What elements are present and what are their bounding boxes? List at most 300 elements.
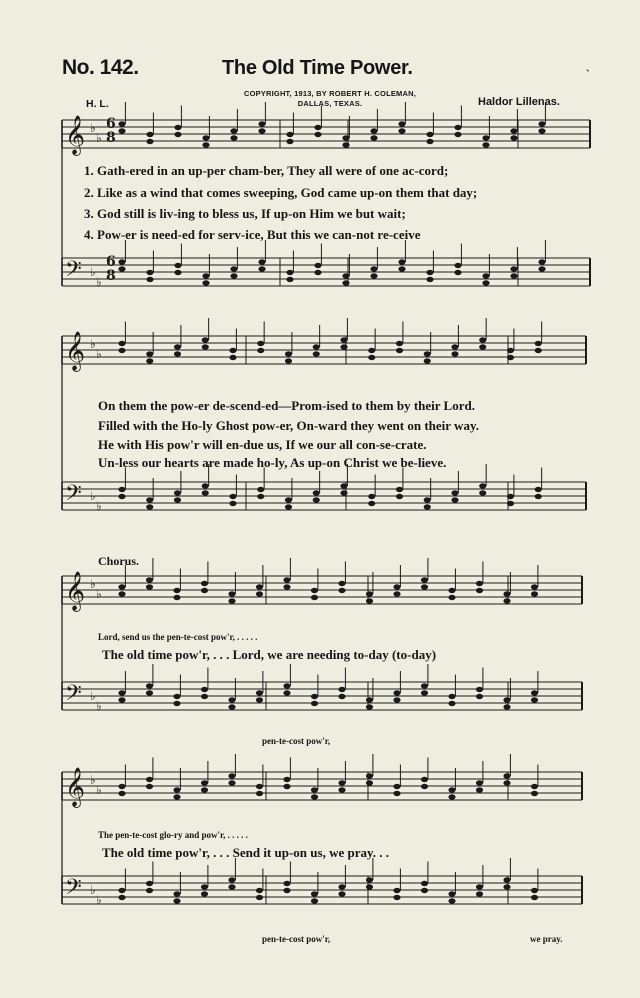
notehead xyxy=(230,266,237,271)
notehead xyxy=(342,142,349,147)
notehead xyxy=(479,344,486,349)
notehead xyxy=(173,588,180,593)
notehead xyxy=(313,351,320,356)
notehead xyxy=(366,884,373,889)
notehead xyxy=(174,270,181,275)
notehead xyxy=(118,348,125,353)
notehead xyxy=(146,351,153,356)
notehead xyxy=(421,777,428,782)
bass-clef-icon: 𝄢 xyxy=(65,481,82,511)
bass-clef-icon: 𝄢 xyxy=(65,257,82,287)
notehead xyxy=(118,487,125,492)
notehead xyxy=(311,694,318,699)
notehead xyxy=(173,794,180,799)
notehead xyxy=(230,273,237,278)
notehead xyxy=(538,266,545,271)
verse-4-line-a: 4. Pow-er is need-ed for serv-ice, But this we can-not re-ceive xyxy=(84,227,421,242)
notehead xyxy=(286,139,293,144)
notehead xyxy=(368,355,375,360)
notehead xyxy=(202,135,209,140)
notehead xyxy=(426,277,433,282)
notehead xyxy=(228,697,235,702)
treble-clef-icon: 𝄞 xyxy=(65,767,86,807)
notehead xyxy=(202,483,209,488)
notehead xyxy=(118,584,125,589)
notehead xyxy=(314,132,321,137)
composer: Haldor Lillenas. xyxy=(478,96,560,108)
notehead xyxy=(313,344,320,349)
notehead xyxy=(476,687,483,692)
corner-mark: ˎ xyxy=(586,58,590,72)
notehead xyxy=(174,344,181,349)
notehead xyxy=(366,704,373,709)
notehead xyxy=(482,273,489,278)
notehead xyxy=(342,273,349,278)
notehead xyxy=(201,581,208,586)
notehead xyxy=(311,898,318,903)
notehead xyxy=(118,784,125,789)
notehead xyxy=(314,270,321,275)
notehead xyxy=(393,888,400,893)
notehead xyxy=(421,888,428,893)
notehead xyxy=(311,595,318,600)
flat-icon: ♭ xyxy=(96,699,102,713)
notehead xyxy=(257,494,264,499)
notehead xyxy=(338,891,345,896)
notehead xyxy=(201,884,208,889)
notehead xyxy=(340,490,347,495)
notehead xyxy=(258,121,265,126)
notehead xyxy=(257,341,264,346)
notehead xyxy=(393,791,400,796)
notehead xyxy=(285,358,292,363)
notehead xyxy=(507,494,514,499)
chorus-label: Chorus. xyxy=(98,554,140,568)
flat-icon: ♭ xyxy=(96,587,102,601)
verse-1-line-a: 1. Gath-ered in an up-per cham-ber, They all were of one ac-cord; xyxy=(84,163,449,178)
notehead xyxy=(448,891,455,896)
flat-icon: ♭ xyxy=(96,783,102,797)
lyricist: H. L. xyxy=(86,98,109,110)
notehead xyxy=(283,683,290,688)
notehead xyxy=(370,273,377,278)
notehead xyxy=(146,888,153,893)
notehead xyxy=(228,780,235,785)
notehead xyxy=(476,884,483,889)
notehead xyxy=(202,337,209,342)
notehead xyxy=(507,501,514,506)
notehead xyxy=(451,351,458,356)
flat-icon: ♭ xyxy=(96,131,102,145)
notehead xyxy=(426,132,433,137)
notehead xyxy=(340,483,347,488)
notehead xyxy=(454,132,461,137)
notehead xyxy=(448,588,455,593)
notehead xyxy=(311,701,318,706)
notehead xyxy=(146,584,153,589)
notehead xyxy=(531,784,538,789)
notehead xyxy=(338,694,345,699)
notehead xyxy=(424,504,431,509)
notehead xyxy=(396,494,403,499)
notehead xyxy=(340,344,347,349)
notehead xyxy=(503,884,510,889)
chorus-2-main-text: The old time pow'r, . . . Send it up-on us, we pray. . . xyxy=(102,845,390,860)
notehead xyxy=(256,591,263,596)
notehead xyxy=(396,341,403,346)
chorus-1-alto-text: Lord, send us the pen-te-cost pow'r, . . . . . xyxy=(98,632,258,642)
notehead xyxy=(118,791,125,796)
notehead xyxy=(531,791,538,796)
time-signature: 6 xyxy=(106,254,116,270)
notehead xyxy=(256,784,263,789)
notehead xyxy=(146,577,153,582)
notehead xyxy=(507,348,514,353)
notehead xyxy=(286,277,293,282)
notehead xyxy=(448,787,455,792)
notehead xyxy=(366,598,373,603)
notehead xyxy=(503,780,510,785)
notehead xyxy=(283,784,290,789)
notehead xyxy=(393,697,400,702)
notehead xyxy=(256,690,263,695)
flat-icon: ♭ xyxy=(96,499,102,513)
notehead xyxy=(146,270,153,275)
notehead xyxy=(256,791,263,796)
verse-2-line-b: Filled with the Ho-ly Ghost pow-er, On-ward they went on their way. xyxy=(98,418,479,433)
notehead xyxy=(146,690,153,695)
notehead xyxy=(503,591,510,596)
flat-icon: ♭ xyxy=(90,883,96,897)
notehead xyxy=(228,591,235,596)
copyright-line-2: DALLAS, TEXAS. xyxy=(297,98,363,108)
notehead xyxy=(535,494,542,499)
notehead xyxy=(426,270,433,275)
notehead xyxy=(118,697,125,702)
notehead xyxy=(174,263,181,268)
notehead xyxy=(368,501,375,506)
copyright-line-1: COPYRIGHT, 1913, BY ROBERT H. COLEMAN, xyxy=(243,89,417,98)
flat-icon: ♭ xyxy=(90,265,96,279)
notehead xyxy=(283,577,290,582)
notehead xyxy=(202,344,209,349)
verse-1-line-b: On them the pow-er de-scend-ed—Prom-ised to them by their Lord. xyxy=(98,398,475,413)
notehead xyxy=(421,683,428,688)
notehead xyxy=(174,132,181,137)
notehead xyxy=(283,584,290,589)
flat-icon: ♭ xyxy=(90,773,96,787)
flat-icon: ♭ xyxy=(90,489,96,503)
notehead xyxy=(396,348,403,353)
notehead xyxy=(118,888,125,893)
notehead xyxy=(448,694,455,699)
notehead xyxy=(201,891,208,896)
notehead xyxy=(538,259,545,264)
notehead xyxy=(503,697,510,702)
notehead xyxy=(448,701,455,706)
notehead xyxy=(118,895,125,900)
notehead xyxy=(201,787,208,792)
flat-icon: ♭ xyxy=(90,689,96,703)
chorus-1-bass-text: pen-te-cost pow'r, xyxy=(262,736,331,746)
notehead xyxy=(146,504,153,509)
notehead xyxy=(531,690,538,695)
notehead xyxy=(201,588,208,593)
notehead xyxy=(283,690,290,695)
notehead xyxy=(476,581,483,586)
treble-clef-icon: 𝄞 xyxy=(65,571,86,611)
notehead xyxy=(173,891,180,896)
notehead xyxy=(258,259,265,264)
notehead xyxy=(201,694,208,699)
notehead xyxy=(256,888,263,893)
time-signature: 8 xyxy=(106,268,116,284)
notehead xyxy=(510,128,517,133)
notehead xyxy=(531,697,538,702)
notehead xyxy=(146,358,153,363)
notehead xyxy=(314,263,321,268)
notehead xyxy=(228,773,235,778)
treble-clef-icon: 𝄞 xyxy=(65,115,86,155)
notehead xyxy=(454,270,461,275)
notehead xyxy=(173,787,180,792)
verse-3-line-b: He with His pow'r will en-due us, If we our all con-se-crate. xyxy=(98,437,427,452)
notehead xyxy=(503,598,510,603)
notehead xyxy=(311,891,318,896)
notehead xyxy=(257,348,264,353)
notehead xyxy=(313,490,320,495)
notehead xyxy=(396,487,403,492)
notehead xyxy=(283,777,290,782)
notehead xyxy=(311,787,318,792)
notehead xyxy=(256,895,263,900)
notehead xyxy=(146,683,153,688)
notehead xyxy=(229,501,236,506)
notehead xyxy=(482,280,489,285)
notehead xyxy=(393,784,400,789)
notehead xyxy=(531,895,538,900)
notehead xyxy=(256,697,263,702)
notehead xyxy=(366,780,373,785)
notehead xyxy=(202,280,209,285)
time-signature: 8 xyxy=(106,130,116,146)
notehead xyxy=(338,787,345,792)
flat-icon: ♭ xyxy=(96,347,102,361)
notehead xyxy=(366,591,373,596)
notehead xyxy=(510,273,517,278)
hymn-title: The Old Time Power. xyxy=(222,57,413,79)
notehead xyxy=(393,584,400,589)
notehead xyxy=(510,266,517,271)
bass-clef-icon: 𝄢 xyxy=(65,875,82,905)
notehead xyxy=(451,497,458,502)
notehead xyxy=(228,704,235,709)
notehead xyxy=(448,595,455,600)
notehead xyxy=(340,337,347,342)
notehead xyxy=(283,888,290,893)
notehead xyxy=(228,884,235,889)
notehead xyxy=(421,690,428,695)
notehead xyxy=(507,355,514,360)
notehead xyxy=(531,888,538,893)
notehead xyxy=(118,266,125,271)
notehead xyxy=(366,773,373,778)
flat-icon: ♭ xyxy=(96,275,102,289)
notehead xyxy=(173,595,180,600)
notehead xyxy=(393,895,400,900)
notehead xyxy=(538,121,545,126)
notehead xyxy=(173,701,180,706)
notehead xyxy=(476,694,483,699)
notehead xyxy=(398,121,405,126)
notehead xyxy=(448,898,455,903)
verse-4-line-b: Un-less our hearts are made ho-ly, As up-on Christ we be-lieve. xyxy=(98,455,447,470)
notehead xyxy=(424,358,431,363)
notehead xyxy=(421,784,428,789)
notehead xyxy=(482,142,489,147)
notehead xyxy=(146,881,153,886)
notehead xyxy=(311,794,318,799)
notehead xyxy=(451,490,458,495)
notehead xyxy=(201,780,208,785)
notehead xyxy=(338,884,345,889)
notehead xyxy=(398,259,405,264)
notehead xyxy=(421,881,428,886)
flat-icon: ♭ xyxy=(90,577,96,591)
notehead xyxy=(476,588,483,593)
notehead xyxy=(202,142,209,147)
notehead xyxy=(174,497,181,502)
notehead xyxy=(476,787,483,792)
notehead xyxy=(258,266,265,271)
notehead xyxy=(370,266,377,271)
notehead xyxy=(230,128,237,133)
notehead xyxy=(202,490,209,495)
notehead xyxy=(366,697,373,702)
notehead xyxy=(146,777,153,782)
notehead xyxy=(531,584,538,589)
treble-clef-icon: 𝄞 xyxy=(65,331,86,371)
notehead xyxy=(146,132,153,137)
notehead xyxy=(174,490,181,495)
notehead xyxy=(338,581,345,586)
notehead xyxy=(229,494,236,499)
notehead xyxy=(451,344,458,349)
notehead xyxy=(146,139,153,144)
notehead xyxy=(174,125,181,130)
notehead xyxy=(230,135,237,140)
notehead xyxy=(398,266,405,271)
chorus-1-main-text: The old time pow'r, . . . Lord, we are needing to-day (to-day) xyxy=(102,647,437,662)
notehead xyxy=(476,780,483,785)
notehead xyxy=(118,128,125,133)
chorus-2-alto-text: The pen-te-cost glo-ry and pow'r, . . . . . xyxy=(98,830,248,840)
notehead xyxy=(201,687,208,692)
notehead xyxy=(426,139,433,144)
notehead xyxy=(421,584,428,589)
notehead xyxy=(285,504,292,509)
notehead xyxy=(393,690,400,695)
chorus-2-bass-text: pen-te-cost pow'r, xyxy=(262,934,331,944)
notehead xyxy=(503,704,510,709)
notehead xyxy=(448,794,455,799)
notehead xyxy=(338,780,345,785)
chorus-2-bass-end-text: we pray. xyxy=(530,934,563,944)
notehead xyxy=(368,348,375,353)
notehead xyxy=(421,577,428,582)
notehead xyxy=(118,591,125,596)
flat-icon: ♭ xyxy=(96,893,102,907)
notehead xyxy=(314,125,321,130)
notehead xyxy=(510,135,517,140)
notehead xyxy=(338,588,345,593)
notehead xyxy=(118,341,125,346)
notehead xyxy=(424,351,431,356)
notehead xyxy=(146,497,153,502)
notehead xyxy=(285,497,292,502)
notehead xyxy=(118,494,125,499)
notehead xyxy=(283,881,290,886)
notehead xyxy=(173,694,180,699)
notehead xyxy=(313,497,320,502)
notehead xyxy=(311,588,318,593)
notehead xyxy=(479,490,486,495)
notehead xyxy=(338,687,345,692)
flat-icon: ♭ xyxy=(90,337,96,351)
notehead xyxy=(454,263,461,268)
notehead xyxy=(398,128,405,133)
notehead xyxy=(479,483,486,488)
notehead xyxy=(146,277,153,282)
notehead xyxy=(535,348,542,353)
notehead xyxy=(229,348,236,353)
notehead xyxy=(342,135,349,140)
notehead xyxy=(286,132,293,137)
hymn-number: No. 142. xyxy=(62,56,139,79)
notehead xyxy=(503,877,510,882)
notehead xyxy=(118,121,125,126)
notehead xyxy=(286,270,293,275)
notehead xyxy=(476,891,483,896)
notehead xyxy=(118,259,125,264)
bass-clef-icon: 𝄢 xyxy=(65,681,82,711)
notehead xyxy=(256,584,263,589)
notehead xyxy=(146,784,153,789)
notehead xyxy=(535,487,542,492)
notehead xyxy=(538,128,545,133)
flat-icon: ♭ xyxy=(90,121,96,135)
notehead xyxy=(503,773,510,778)
notehead xyxy=(454,125,461,130)
notehead xyxy=(202,273,209,278)
notehead xyxy=(366,877,373,882)
verse-3-line-a: 3. God still is liv-ing to bless us, If up-on Him we but wait; xyxy=(84,206,406,221)
notehead xyxy=(370,135,377,140)
notehead xyxy=(342,280,349,285)
notehead xyxy=(228,598,235,603)
notehead xyxy=(393,591,400,596)
time-signature: 6 xyxy=(106,116,116,132)
notehead xyxy=(482,135,489,140)
notehead xyxy=(531,591,538,596)
notehead xyxy=(174,351,181,356)
notehead xyxy=(257,487,264,492)
notehead xyxy=(368,494,375,499)
notehead xyxy=(370,128,377,133)
notehead xyxy=(479,337,486,342)
notehead xyxy=(258,128,265,133)
notehead xyxy=(285,351,292,356)
